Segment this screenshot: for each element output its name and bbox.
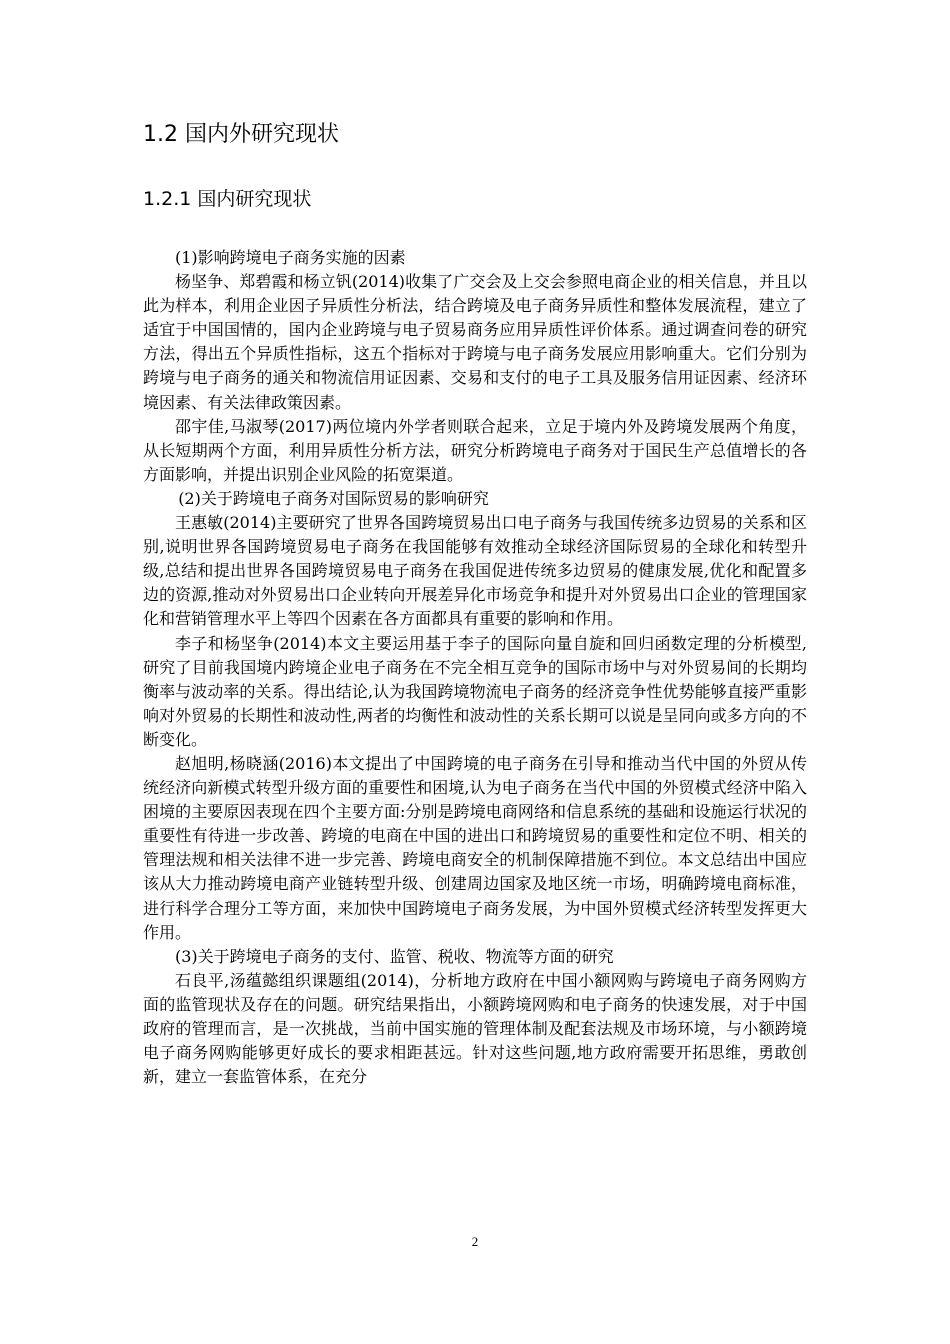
- paragraph: 邵宇佳,马淑琴(2017)两位境内外学者则联合起来，立足于境内外及跨境发展两个角度，从长短期两个方面，利用异质性分析方法，研究分析跨境电子商务对于国民生产总值增长的各方面影响，并提出识别企业风险的拓宽渠道。: [143, 416, 807, 484]
- paragraph: 杨坚争、郑碧霞和杨立钒(2014)收集了广交会及上交会参照电商企业的相关信息，并且以此为样本，利用企业因子异质性分析法，结合跨境及电子商务异质性和整体发展流程，建立了适宜于中国国情的，国内企业跨境与电子贸易商务应用异质性评价体系。通过调查问卷的研究方法，得出五个异质性指标，这五个指标对于跨境与电子商务发展应用影响重大。它们分别为跨境与电子商务的通关和物流信用证因素、交易和支付的电子工具及服务信用证因素、经济环境因素、有关法律政策因素。: [143, 272, 807, 412]
- paragraph: 王惠敏(2014)主要研究了世界各国跨境贸易出口电子商务与我国传统多边贸易的关系和区别,说明世界各国跨境贸易电子商务在我国能够有效推动全球经济国际贸易的全球化和转型升级,总结和提出世界各国跨境贸易电子商务在我国促进传统多边贸易的健康发展,优化和配置多边的资源,推动对外贸易出口企业转向开展差异化市场竞争和提升对外贸易出口企业的管理国家化和营销管理水平上等四个因素在各方面都具有重要的影响和作用。: [143, 513, 807, 629]
- paragraph: 赵旭明,杨晓涵(2016)本文提出了中国跨境的电子商务在引导和推动当代中国的外贸从传统经济向新模式转型升级方面的重要性和困境,认为电子商务在当代中国的外贸模式经济中陷入困境的主要原因表现在四个主要方面:分别是跨境电商网络和信息系统的基础和设施运行状况的重要性有待进一步改善、跨境的电商在中国的进出口和跨境贸易的重要性和定位不明、相关的管理法规和相关法律不进一步完善、跨境电商安全的机制保障措施不到位。本文总结出中国应该从大力推动跨境电商产业链转型升级、创建周边国家及地区统一市场，明确跨境电商标准，进行科学合理分工等方面，来加快中国跨境电子商务发展，为中国外贸模式经济转型发挥更大作用。: [143, 753, 807, 942]
- section-heading: 1.2 国内外研究现状: [143, 122, 339, 147]
- page-number: 2: [471, 1234, 479, 1249]
- body-text: [143, 246, 807, 1089]
- subheading-2: (2)关于跨境电子商务对国际贸易的影响研究: [178, 488, 489, 508]
- paragraph: 石良平,汤蕴懿组织课题组(2014)，分析地方政府在中国小额网购与跨境电子商务网购方面的监管现状及存在的问题。研究结果指出，小额跨境网购和电子商务的快速发展，对于中国政府的管理而言，是一次挑战，当前中国实施的管理体制及配套法规及市场环境，与小额跨境电子商务网购能够更好成长的要求相距甚远。针对这些问题,地方政府需要开拓思维，勇敢创新，建立一套监管体系，在充分: [143, 970, 807, 1087]
- paragraph: 李子和杨坚争(2014)本文主要运用基于李子的国际向量自旋和回归函数定理的分析模型,研究了目前我国境内跨境企业电子商务在不完全相互竞争的国际市场中与对外贸易间的长期均衡率与波动率的关系。得出结论,认为我国跨境物流电子商务的经济竞争性优势能够直接严重影响对外贸易的长期性和波动性,两者的均衡性和波动性的关系长期可以说是呈同向或多方向的不断变化。: [143, 633, 807, 749]
- subheading-1: (1)影响跨境电子商务实施的因素: [175, 248, 406, 267]
- subsection-heading: 1.2.1 国内研究现状: [143, 188, 312, 210]
- subheading-3: (3)关于跨境电子商务的支付、监管、税收、物流等方面的研究: [175, 946, 614, 966]
